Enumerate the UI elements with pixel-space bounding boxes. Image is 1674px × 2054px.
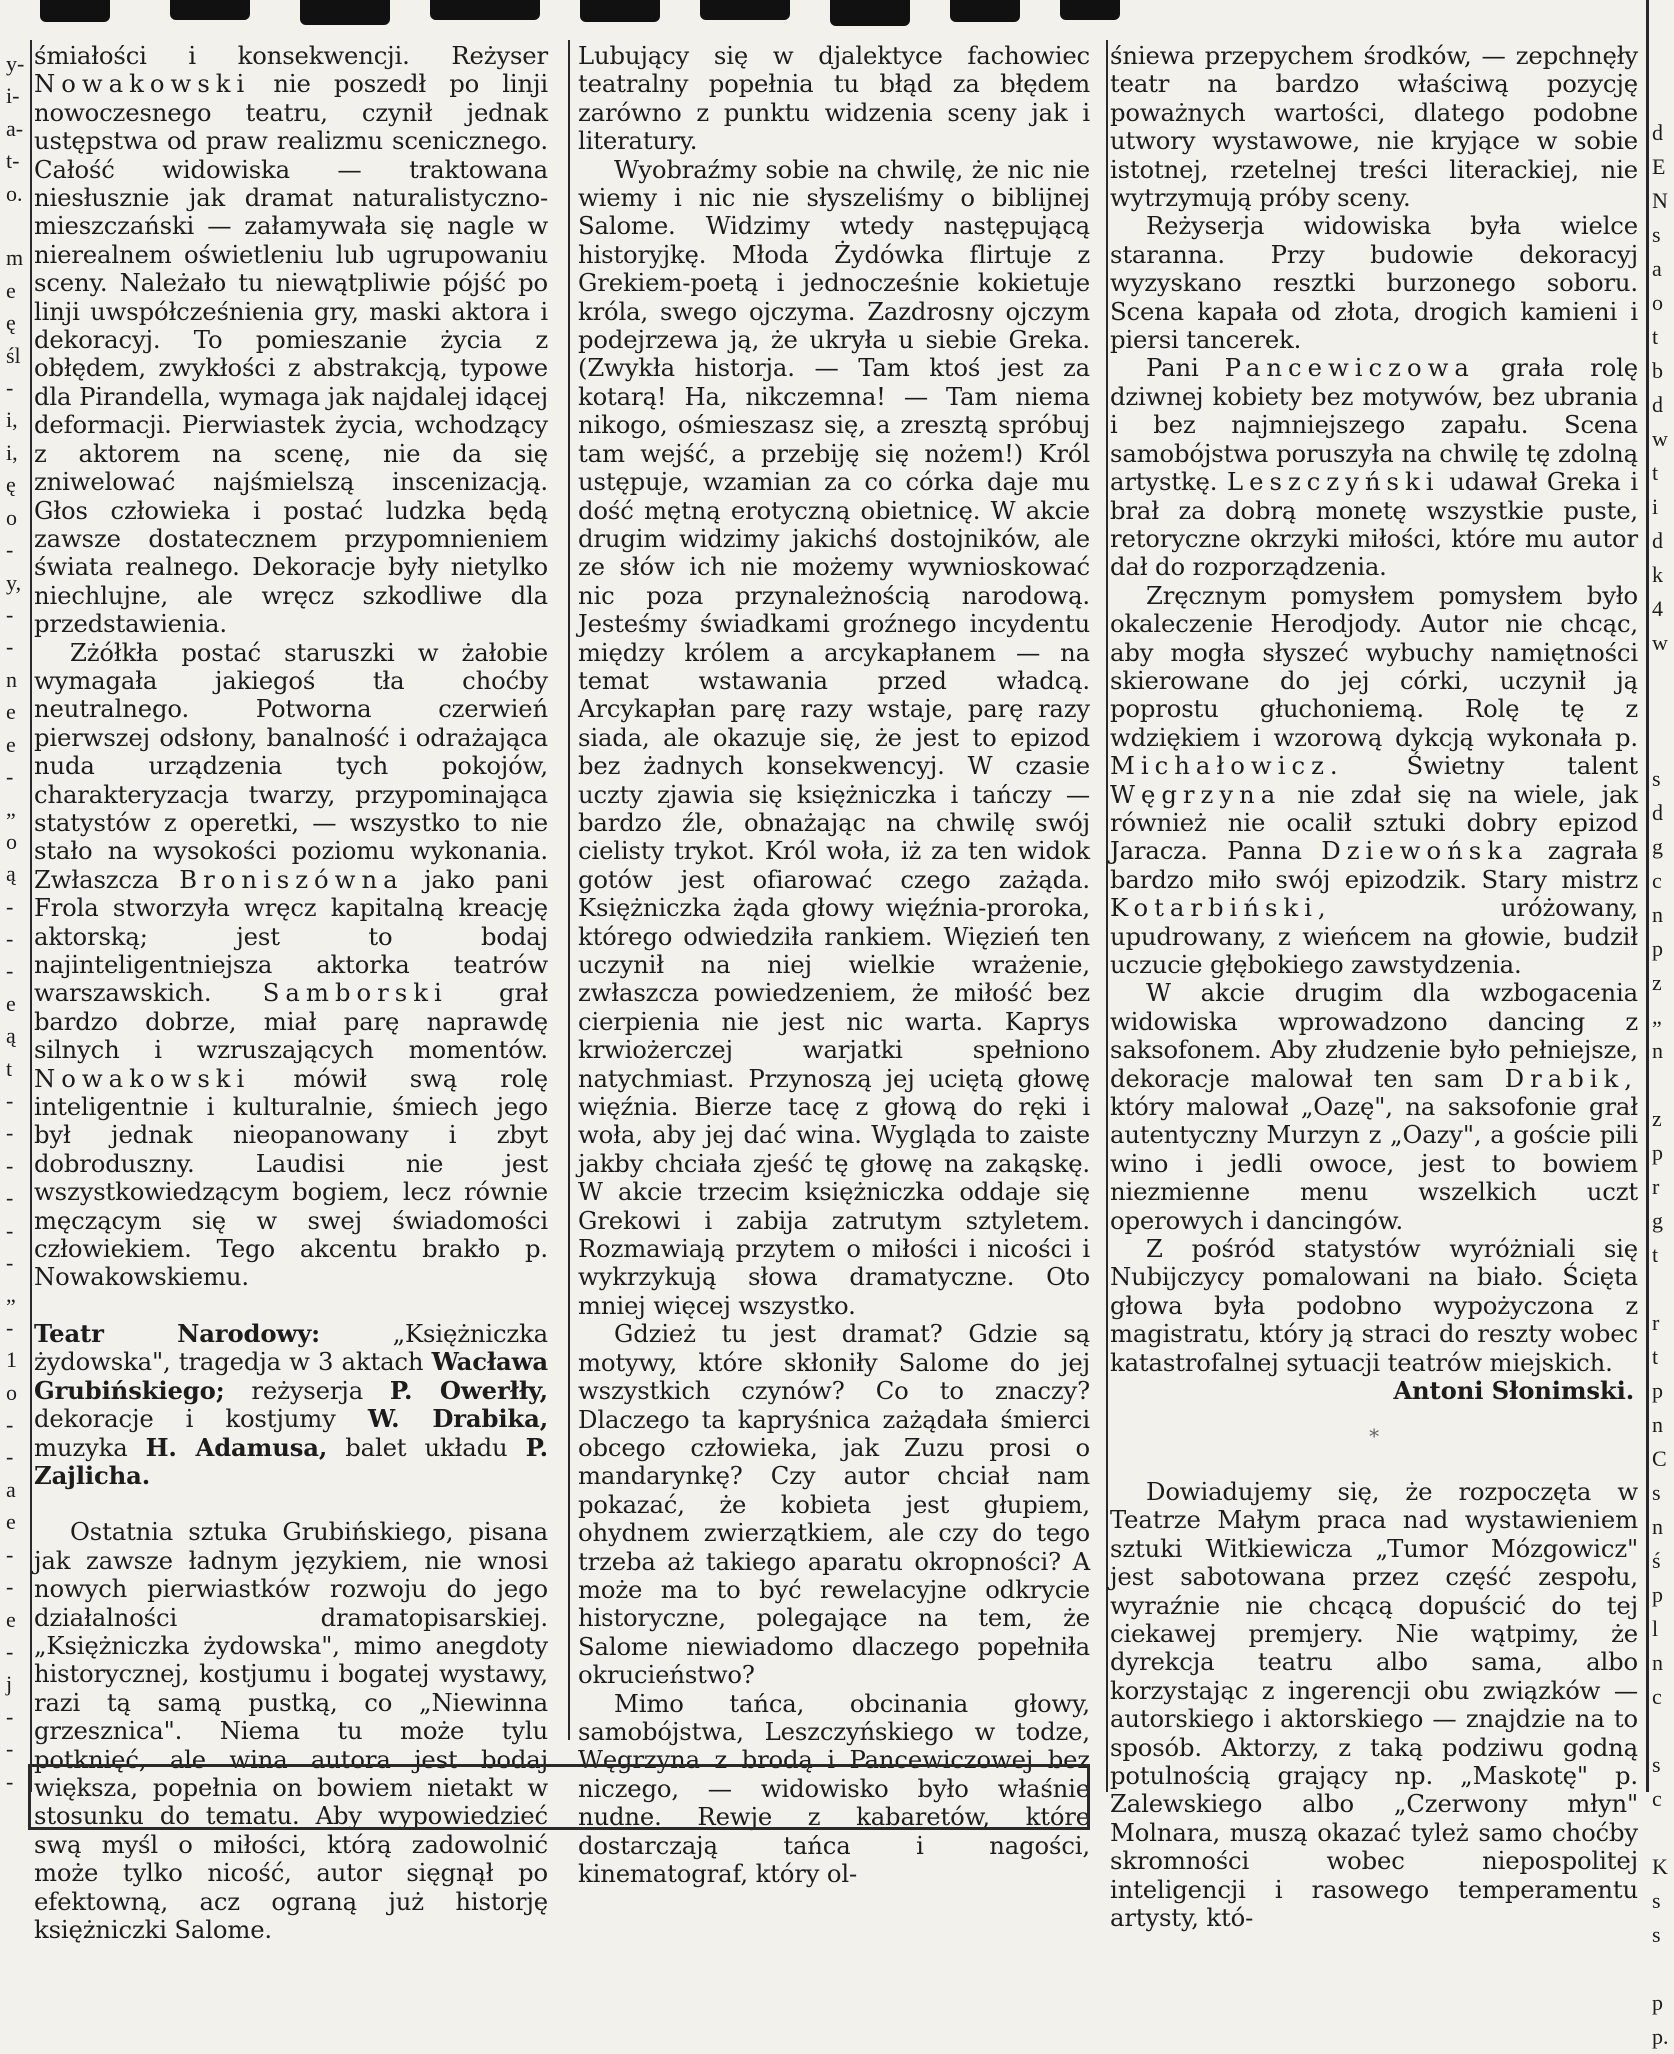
right_fragment-line: c (1652, 868, 1662, 893)
left_fragment-line: m (6, 245, 24, 271)
bold-text: P. Zajlicha. (34, 1432, 548, 1490)
left_fragment-line: - (6, 1703, 14, 1729)
text-run: balet układu (327, 1432, 526, 1462)
article-paragraph (1110, 354, 1638, 581)
emphasized-name: Kotarbiński, (1110, 893, 1332, 923)
author-signature: Antoni Słonimski. (1393, 1376, 1634, 1406)
left_fragment-line: - (6, 1412, 14, 1438)
article-paragraph (34, 1518, 548, 1944)
right_fragment-line (1652, 1952, 1674, 1986)
text-run: Zżółkła postać staruszki w żałobie wymagała jakiegoś tła choćby neutralnego. Potworna czerwień pierwszej odsłony, banalność i odrażająca nuda urządzenia tych pokojów, charakteryzacja twarzy, przypominająca statystów z operetki, — wszystko to nie stało na wysokości poziomu wykonania. Zwłaszcza (34, 637, 548, 894)
left_fragment-line: - (6, 1217, 14, 1243)
left_fragment-line: a- (6, 115, 24, 141)
left_fragment-line: - (6, 763, 14, 789)
emphasized-name: Broniszówna (179, 864, 404, 894)
right_fragment-line (1652, 660, 1674, 694)
right_fragment-line: c (1652, 1684, 1662, 1709)
left_fragment-line: - (6, 1250, 14, 1276)
right_fragment-line: K (1652, 1854, 1668, 1879)
left_fragment-line: ę (6, 472, 16, 498)
article-paragraph (1110, 42, 1638, 212)
text-run: W akcie drugim dla wzbogacenia widowiska wprowadzono dancing z saksofonem. Aby złudzenie było pełniejsze, dekoracje malował ten sam (1110, 978, 1638, 1093)
right_fragment-line: p (1652, 1582, 1663, 1607)
right_fragment-line (1652, 82, 1674, 116)
right_fragment-line: N (1652, 188, 1668, 213)
right-column-fragment (1652, 48, 1674, 2049)
text-run: Z pośród statystów wyróżniali się Nubijczycy pomalowani na biało. Ścięta głowa była podobno wypożyczona z magistratu, który ją straci do reszty wobec katastrofalnej sytuacji teatrów miejskich. (1110, 1234, 1638, 1377)
text-run: Gdzież tu jest dramat? Gdzie są motywy, które skłoniły Salome do jej wszystkich czynów? Co to znaczy? Dlaczego ta kapryśnica zażądała śmierci obcego człowieka, jak Zuzu prosi o mandarynkę? Czy autor chciał nam pokazać, że kobieta jest głupiem, ohydnem zwierzątkiem, ale czy do tego trzeba aż takiego aparatu okropności? A może ma to być rewelacyjne odkrycie historyczne, polegające na tem, że Salome niewiadomo dlaczego popełniła okrucieństwo? (578, 1319, 1090, 1690)
right_fragment-line (1652, 48, 1674, 82)
left_fragment-line: - (6, 1185, 14, 1211)
left_fragment-line: - (6, 893, 14, 919)
article-paragraph (34, 1320, 548, 1490)
right_fragment-line: E (1652, 154, 1666, 179)
right_fragment-line: s (1652, 1888, 1661, 1913)
text-run: śniewa przepychem środków, — zepchnęły teatr na bardzo właściwą pozycję poważnych wartości, dlatego podobne utwory wystawowe, nie kryjące w sobie istotnej, rzetelnej treści literackiej, nie wytrzymują próby sceny. (1110, 41, 1638, 213)
article-column-2 (578, 41, 1090, 1888)
text-run: grał bardzo dobrze, miał parę naprawdę silnych i wzruszających momentów. (34, 978, 548, 1065)
right_fragment-line: p. (1652, 2024, 1669, 2049)
text-run: reżyserja (224, 1375, 390, 1405)
text-run: śmiałości i konsekwencji. Reżyser (34, 41, 548, 70)
right_fragment-line (1652, 728, 1674, 762)
paragraph-gap (34, 1292, 548, 1320)
right_fragment-line: p (1652, 1990, 1663, 2015)
left_fragment-line: t (6, 1055, 13, 1081)
left_fragment-line: - (6, 1088, 14, 1113)
column-rule (568, 40, 570, 1740)
left_fragment-line: - (6, 1638, 14, 1664)
right_fragment-line: s (1652, 766, 1661, 791)
left_fragment-line: e (6, 731, 16, 757)
right_fragment-line: t (1652, 460, 1659, 485)
right_fragment-line: d (1652, 392, 1663, 417)
text-run: Lubujący się w djalektyce fachowiec teatralny popełnia tu błąd za błędem zarówno z punktu widzenia sceny jak i literatury. (578, 41, 1090, 156)
left_fragment-line: j (6, 1671, 13, 1697)
article-paragraph (578, 42, 1090, 156)
right_fragment-line (1652, 1068, 1674, 1102)
text-run: nie zdał się na wiele, jak również nie ocalił sztuki dobry epizod Jaracza. Panna (1110, 779, 1638, 866)
right_fragment-line: C (1652, 1446, 1667, 1471)
left_fragment-line: - (6, 958, 14, 984)
article-paragraph (34, 42, 548, 639)
left_fragment-line: e (6, 1509, 16, 1535)
left_fragment-line: ą (6, 861, 16, 887)
text-run: Świetny talent (1343, 751, 1638, 781)
right_fragment-line: a (1652, 256, 1662, 281)
right_fragment-line (1652, 694, 1674, 728)
right_fragment-line: d (1652, 528, 1663, 553)
right_fragment-line: n (1652, 1650, 1663, 1675)
emphasized-name: Dziewońska (1321, 836, 1529, 866)
left_fragment-line: śl (6, 342, 21, 368)
right_fragment-line: l (1652, 1616, 1659, 1641)
article-paragraph (1110, 212, 1638, 354)
article-paragraph (34, 639, 548, 1292)
right_fragment-line: t (1652, 324, 1659, 349)
right_fragment-line: b (1652, 358, 1663, 383)
right_fragment-line: n (1652, 902, 1663, 927)
left_fragment-line: - (6, 1152, 14, 1178)
text-run: jako pani Frola stworzyła wręcz kapitalną kreację aktorską; jest to bodaj najinteligentniejsza aktorka teatrów warszawskich. (34, 864, 548, 1008)
column-rule (30, 40, 32, 1792)
right_fragment-line: i (1652, 494, 1659, 519)
text-run: Dowiadujemy się, że rozpoczęta w Teatrze Małym praca nad wystawieniem sztuki Witkiewicza „Tumor Mózgowicz" jest sabotowana przez część zespołu, wyraźnie nie chcącą dopuścić do tej ciekawej premjery. Nie wątpimy, że dyrekcja teatru albo sama, albo korzystając z ingerencji obu związków — autorskiego i aktorskiego — znajdzie na to sposób. Aktorzy, z taką podziwu godną potulnością grający np. „Maskotę" p. Zalewskiego albo „Czerwony młyn" Molnara, muszą okazać tyleż samo choćby skromności wobec niepospolitej inteligencji i rasowego temperamentu artysty, któ- (1110, 1476, 1638, 1932)
text-run: dekoracje i kostjumy (34, 1404, 368, 1434)
right_fragment-line: s (1652, 1480, 1661, 1505)
right_fragment-line: n (1652, 1412, 1663, 1437)
right_fragment-line (1652, 1816, 1674, 1850)
right_fragment-line: w (1652, 630, 1668, 655)
masthead-remnant (0, 0, 1674, 28)
text-run: Ostatnia sztuka Grubińskiego, pisana jak zawsze ładnym językiem, nie wnosi nowych pierwiastków rozwoju do jego działalności dramatopisarskiej. „Księżniczka żydowska", mimo anegdoty historycznej, kostjumu i bogatej wystawy, razi tą samą pustką, co „Niewinna grzesznica". Niema tu może tylu potknięć, ale wina autora jest bodaj większa, popełnia on bowiem nietakt w stosunku do tematu. Aby wypowiedzieć swą myśl o miłości, którą zadowolnić może tylko nicość, autor sięgnął po efektowną, acz ograną już historję księżniczki Salome. (34, 1517, 548, 1944)
emphasized-name: Leszczyński (1226, 467, 1440, 497)
right_fragment-line: s (1652, 1922, 1661, 1947)
right_fragment-line: ś (1652, 1548, 1661, 1573)
right_fragment-line: t (1652, 1242, 1659, 1267)
left_fragment-line: - (6, 1314, 14, 1340)
text-run: nie poszedł po linji nowoczesnego teatru, czynił jednak ustępstwa od praw realizmu scenicznego. Całość widowiska — traktowana niesłusznie jak dramat naturalistyczno-mieszczański — załamywała się nagle w nierealnem oświetleniu lub ugrupowaniu sceny. Należało tu niewątpliwie pójść po linji uwspółcześnienia gry, maski aktora i dekoracyj. To pomieszanie życia z obłędem, zwykłości z abstrakcją, typowe dla Pirandella, wymaga jak najdalej idącej deformacji. Pierwiastek życia, wchodzący z aktorem na scenę, nie da się zniwelować najśmielszą inscenizacją. Głos człowieka i postać ludzka będą zawsze dostatecznem przypomnieniem świata realnego. Dekoracje były nietylko niechlujne, ale wręcz szkodliwe dla przedstawienia. (34, 69, 548, 639)
text-run: Zręcznym pomysłem pomysłem było okaleczenie Herodjody. Autor nie chcąc, aby mogła słyszeć wybuchy namiętności skierowane do jej córki, uczynił ją poprostu głuchoniemą. Rolę tę z wdziękiem i wzorową dykcją wykonała p. (1110, 580, 1638, 752)
right_fragment-line: d (1652, 120, 1663, 145)
article-paragraph (1110, 582, 1638, 980)
right_fragment-line: o (1652, 290, 1663, 315)
right_fragment-line: n (1652, 1514, 1663, 1539)
text-run: Pani (1146, 353, 1225, 383)
left_fragment-line: i- (6, 83, 20, 109)
text-run: mówił swą rolę inteligentnie i kulturalnie, śmiech jego był jednak nieopanowany i zbyt dobroduszny. Laudisi nie jest wszystkowiedzącym bogiem, lecz równie męczącym się w swej świadomości człowiekiem. Tego akcentu brakło p. Nowakowskiemu. (34, 1063, 548, 1292)
left_fragment-line: - (6, 1736, 14, 1762)
text-run: muzyka (34, 1432, 146, 1462)
right_fragment-line: s (1652, 1752, 1661, 1777)
emphasized-name: Węgrzyna (1110, 779, 1282, 809)
left_fragment-line: ę (6, 310, 16, 336)
left_fragment-line: a (6, 1476, 16, 1502)
text-run: Mimo tańca, obcinania głowy, samobójstwa, Leszczyńskiego w todze, Węgrzyna z brodą i Pancewiczowej bez niczego, — widowisko było właśnie nudne. Rewje z kabaretów, które dostarczają tańca i nagości, kinematograf, który ol- (578, 1688, 1090, 1888)
left_fragment-line: t- (6, 148, 20, 174)
article-paragraph (1110, 1235, 1638, 1377)
right_fragment-line: 4 (1652, 596, 1663, 621)
left_fragment-line: - (6, 537, 14, 563)
text-run: który malował „Oazę", na saksofonie grał autentyczny Murzyn z „Oazy", a goście pili wino i jedli owoce, jest to bowiem niezmienne menu wszelkich uczt operowych i dancingów. (1110, 1092, 1638, 1235)
left_fragment-line: - (6, 601, 14, 627)
left_fragment-line: - (6, 375, 14, 401)
left_fragment-line: i, (6, 439, 18, 465)
right_fragment-line: w (1652, 426, 1668, 451)
right_fragment-line: s (1652, 222, 1661, 247)
text-run: „Księżniczka żydowska", tragedja w 3 aktach (34, 1318, 548, 1377)
left_fragment-line: - (6, 925, 14, 951)
right_fragment-line: p (1652, 1378, 1663, 1403)
paragraph-gap (34, 1490, 548, 1518)
left_fragment-line: - (6, 1444, 14, 1470)
left_fragment-line: e (6, 699, 16, 725)
right_fragment-line: n (1652, 1038, 1663, 1063)
left-column-fragment (6, 48, 32, 1794)
left_fragment-line: y, (6, 569, 22, 595)
emphasized-name: Samborski (262, 978, 448, 1008)
column-rule (1106, 40, 1108, 1792)
left_fragment-line: e (6, 990, 16, 1016)
left_fragment-line: o (6, 504, 17, 530)
article-column-3 (1110, 41, 1639, 1932)
left_fragment-line: i, (6, 407, 18, 433)
article-paragraph (1110, 979, 1638, 1235)
right_fragment-line: g (1652, 1208, 1663, 1233)
left_fragment-line: e (6, 277, 16, 303)
right_fragment-line (1652, 1272, 1674, 1306)
bold-text: P. Owerłły, (389, 1375, 548, 1405)
right_fragment-line: r (1652, 1310, 1660, 1335)
left_fragment-line: - (6, 1768, 14, 1794)
left_fragment-line: - (6, 1541, 14, 1567)
right_fragment-line: z (1652, 970, 1662, 995)
right_fragment-line: c (1652, 1786, 1662, 1811)
left_fragment-line: - (6, 1574, 14, 1600)
emphasized-name: Pancewiczowa (1224, 353, 1475, 383)
text-run: Wyobraźmy sobie na chwilę, że nic nie wiemy i nic nie słyszeliśmy o biblijnej Salome. Widzimy wtedy następującą historyjkę. Młoda Żydówka flirtuje z Grekiem-poetą i jednocześnie kokietuje króla, swego ojczyma. Zazdrosny ojczym podejrzewa ją, że ukryła u siebie Greka. (Zwykła historja. — Tam ktoś jest za kotarą! Ha, nikczemna! — Tam niema nikogo, ośmieszasz się, a zresztą spróbuj tam wejść, a przebiję się nożem!) Król ustępuje, wzamian za co córka daje mu dość mętną erotyczną obietnicę. W akcie drugim widzimy jakichś dostojników, ale ze słów ich nie możemy wywnioskować nic poza przynależnością narodową. Jesteśmy świadkami groźnego incydentu między królem a arcykapłanem — na temat wstawania przed władcą. Arcykapłan parę razy wstaje, parę razy siada, ale okazuje się, że jest to epizod bez żadnych konsekwencyj. W czasie uczty zjawia się księżniczka i tańczy — bardzo źle, obnażając na chwilę swój cielisty trykot. Król woła, iż za ten widok gotów jest ofiarować czego zażąda. Księżniczka żąda głowy więźnia-proroka, którego odwiedziła rankiem. Więzień ten uczynił na niej wielkie wrażenie, zwłaszcza powiedzeniem, że miłość bez cierpienia nie jest nic warta. Kaprys krwiożerczej warjatki spełniono natychmiast. Przynoszą jej uciętą głowę więźnia. Bierze tacę z głową do ręki i woła, aby jej dać wina. Wygląda to zaiste jakby chciała zjeść tę głowę na zakąskę. W akcie trzecim księżniczka oddaje się Grekowi i zabija zatrutym sztyletem. Rozmawiają przytem o miłości i nicości i wykrzykują słowa dramatyczne. Oto mniej więcej wszystko. (578, 154, 1090, 1320)
left_fragment-line (6, 210, 32, 242)
bold-text: H. Adamusa, (145, 1432, 328, 1462)
column-rule (1646, 0, 1649, 1792)
text-run: Reżyserja widowiska była wielce staranna. Przy budowie dekoracyj wyzyskano resztki burzonego soboru. Scena kapała od złota, drogich kamieni i piersi tancerek. (1110, 211, 1638, 355)
emphasized-name: Nowakowski (34, 69, 251, 99)
left_fragment-line: y- (6, 51, 25, 76)
article-paragraph (1110, 1478, 1638, 1933)
left_fragment-line: - (6, 1120, 14, 1146)
text-run: uróżowany, upudrowany, z wieńcem na głowie, budził uczucie głębokiego zawstydzenia. (1110, 893, 1638, 979)
emphasized-name: Drabik, (1504, 1063, 1638, 1093)
article-column-1 (34, 41, 548, 1944)
emphasized-name: Michałowicz. (1110, 751, 1344, 781)
bold-text: W. Drabika, (367, 1404, 548, 1434)
right_fragment-line (1652, 1714, 1674, 1748)
left_fragment-line: o. (6, 180, 23, 206)
left_fragment-line: ą (6, 1023, 16, 1049)
right_fragment-line: z (1652, 1106, 1662, 1131)
bold-text: Wacława Grubińskiego; (34, 1347, 548, 1405)
section-separator-asterisk: * (1369, 1423, 1379, 1448)
next-article-frame (28, 1764, 1090, 1830)
left_fragment-line: 1 (6, 1347, 17, 1373)
left_fragment-line: - (6, 634, 14, 660)
right_fragment-line: p (1652, 936, 1663, 961)
left_fragment-line: „ (6, 796, 16, 822)
right_fragment-line: d (1652, 800, 1663, 825)
article-paragraph (578, 1320, 1090, 1689)
right_fragment-line: k (1652, 562, 1663, 587)
right_fragment-line: g (1652, 834, 1663, 859)
right_fragment-line: r (1652, 1174, 1660, 1199)
left_fragment-line: o (6, 1379, 17, 1405)
article-paragraph (578, 156, 1090, 1321)
bold-text: Teatr Narodowy: (34, 1318, 320, 1348)
text-run: udawał Greka i brał za dobrą monetę wszystkie puste, retoryczne okrzyki miłości, które mu autor dał do rozporządzenia. (1110, 467, 1638, 582)
right_fragment-line: t (1652, 1344, 1659, 1369)
text-run: zagrała bardzo miło swój epizodzik. Stary mistrz (1110, 836, 1639, 894)
left_fragment-line: n (6, 666, 17, 692)
emphasized-name: Nowakowski (34, 1063, 251, 1093)
left_fragment-line: „ (6, 1282, 16, 1308)
right_fragment-line: p (1652, 1140, 1663, 1165)
left_fragment-line: o (6, 828, 17, 854)
text-run: grała rolę dziwnej kobiety bez motywów, bez ubrania i bez najmniejszego zapału. Scena samobójstwa poruszyła na chwilę tę zdolną artystkę. (1110, 353, 1638, 497)
right_fragment-line: „ (1652, 1004, 1662, 1029)
left_fragment-line: e (6, 1606, 16, 1632)
